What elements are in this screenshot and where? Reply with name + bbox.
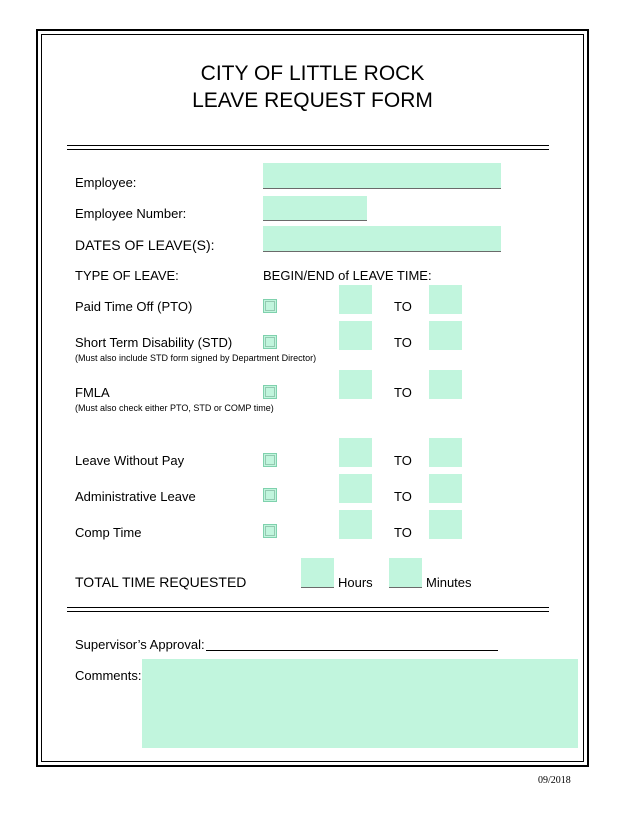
- minutes-label: Minutes: [426, 575, 472, 590]
- pto-end-field[interactable]: [429, 285, 462, 314]
- leave-type-label: FMLA: [75, 385, 110, 400]
- type-of-leave-header: TYPE OF LEAVE:: [75, 268, 179, 283]
- minutes-field[interactable]: [389, 558, 422, 588]
- pto-begin-field[interactable]: [339, 285, 372, 314]
- footer-rule-top: [67, 607, 549, 608]
- form-border-inner: [41, 34, 584, 762]
- admin-leave-checkbox[interactable]: [263, 488, 277, 502]
- begin-end-header: BEGIN/END of LEAVE TIME:: [263, 268, 432, 283]
- lwop-end-field[interactable]: [429, 438, 462, 467]
- fmla-note: (Must also check either PTO, STD or COMP time): [75, 403, 274, 413]
- std-begin-field[interactable]: [339, 321, 372, 350]
- pto-checkbox[interactable]: [263, 299, 277, 313]
- to-label: TO: [394, 299, 412, 314]
- lwop-begin-field[interactable]: [339, 438, 372, 467]
- comp-time-begin-field[interactable]: [339, 510, 372, 539]
- employee-field[interactable]: [263, 163, 501, 189]
- to-label: TO: [394, 335, 412, 350]
- leave-type-label: Administrative Leave: [75, 489, 196, 504]
- fmla-begin-field[interactable]: [339, 370, 372, 399]
- revision-date: 09/2018: [538, 775, 571, 786]
- leave-type-label: Short Term Disability (STD): [75, 335, 233, 350]
- supervisor-signature-line[interactable]: [206, 650, 498, 651]
- std-checkbox[interactable]: [263, 335, 277, 349]
- leave-type-label: Leave Without Pay: [75, 453, 185, 468]
- comp-time-end-field[interactable]: [429, 510, 462, 539]
- std-note: (Must also include STD form signed by Department Director): [75, 353, 317, 363]
- hours-label: Hours: [338, 575, 373, 590]
- to-label: TO: [394, 453, 412, 468]
- comments-label: Comments:: [75, 668, 142, 683]
- comments-field[interactable]: [142, 659, 578, 748]
- header-rule-bottom: [67, 149, 549, 150]
- footer-rule-bottom: [67, 611, 549, 612]
- employee-number-label: Employee Number:: [75, 206, 187, 221]
- leave-type-label: Comp Time: [75, 525, 142, 540]
- leave-type-label: Paid Time Off (PTO): [75, 299, 193, 314]
- comp-time-checkbox[interactable]: [263, 524, 277, 538]
- dates-of-leave-label: DATES OF LEAVE(S):: [75, 237, 215, 253]
- employee-label: Employee:: [75, 175, 137, 190]
- to-label: TO: [394, 525, 412, 540]
- admin-leave-begin-field[interactable]: [339, 474, 372, 503]
- hours-field[interactable]: [301, 558, 334, 588]
- form-title-line2: LEAVE REQUEST FORM: [192, 89, 433, 112]
- form-title-line1: CITY OF LITTLE ROCK: [200, 62, 425, 85]
- supervisor-approval-label: Supervisor’s Approval:: [75, 637, 205, 652]
- fmla-checkbox[interactable]: [263, 385, 277, 399]
- employee-number-field[interactable]: [263, 196, 367, 221]
- lwop-checkbox[interactable]: [263, 453, 277, 467]
- to-label: TO: [394, 385, 412, 400]
- dates-of-leave-field[interactable]: [263, 226, 501, 252]
- total-time-label: TOTAL TIME REQUESTED: [75, 574, 247, 590]
- fmla-end-field[interactable]: [429, 370, 462, 399]
- std-end-field[interactable]: [429, 321, 462, 350]
- header-rule-top: [67, 145, 549, 146]
- admin-leave-end-field[interactable]: [429, 474, 462, 503]
- to-label: TO: [394, 489, 412, 504]
